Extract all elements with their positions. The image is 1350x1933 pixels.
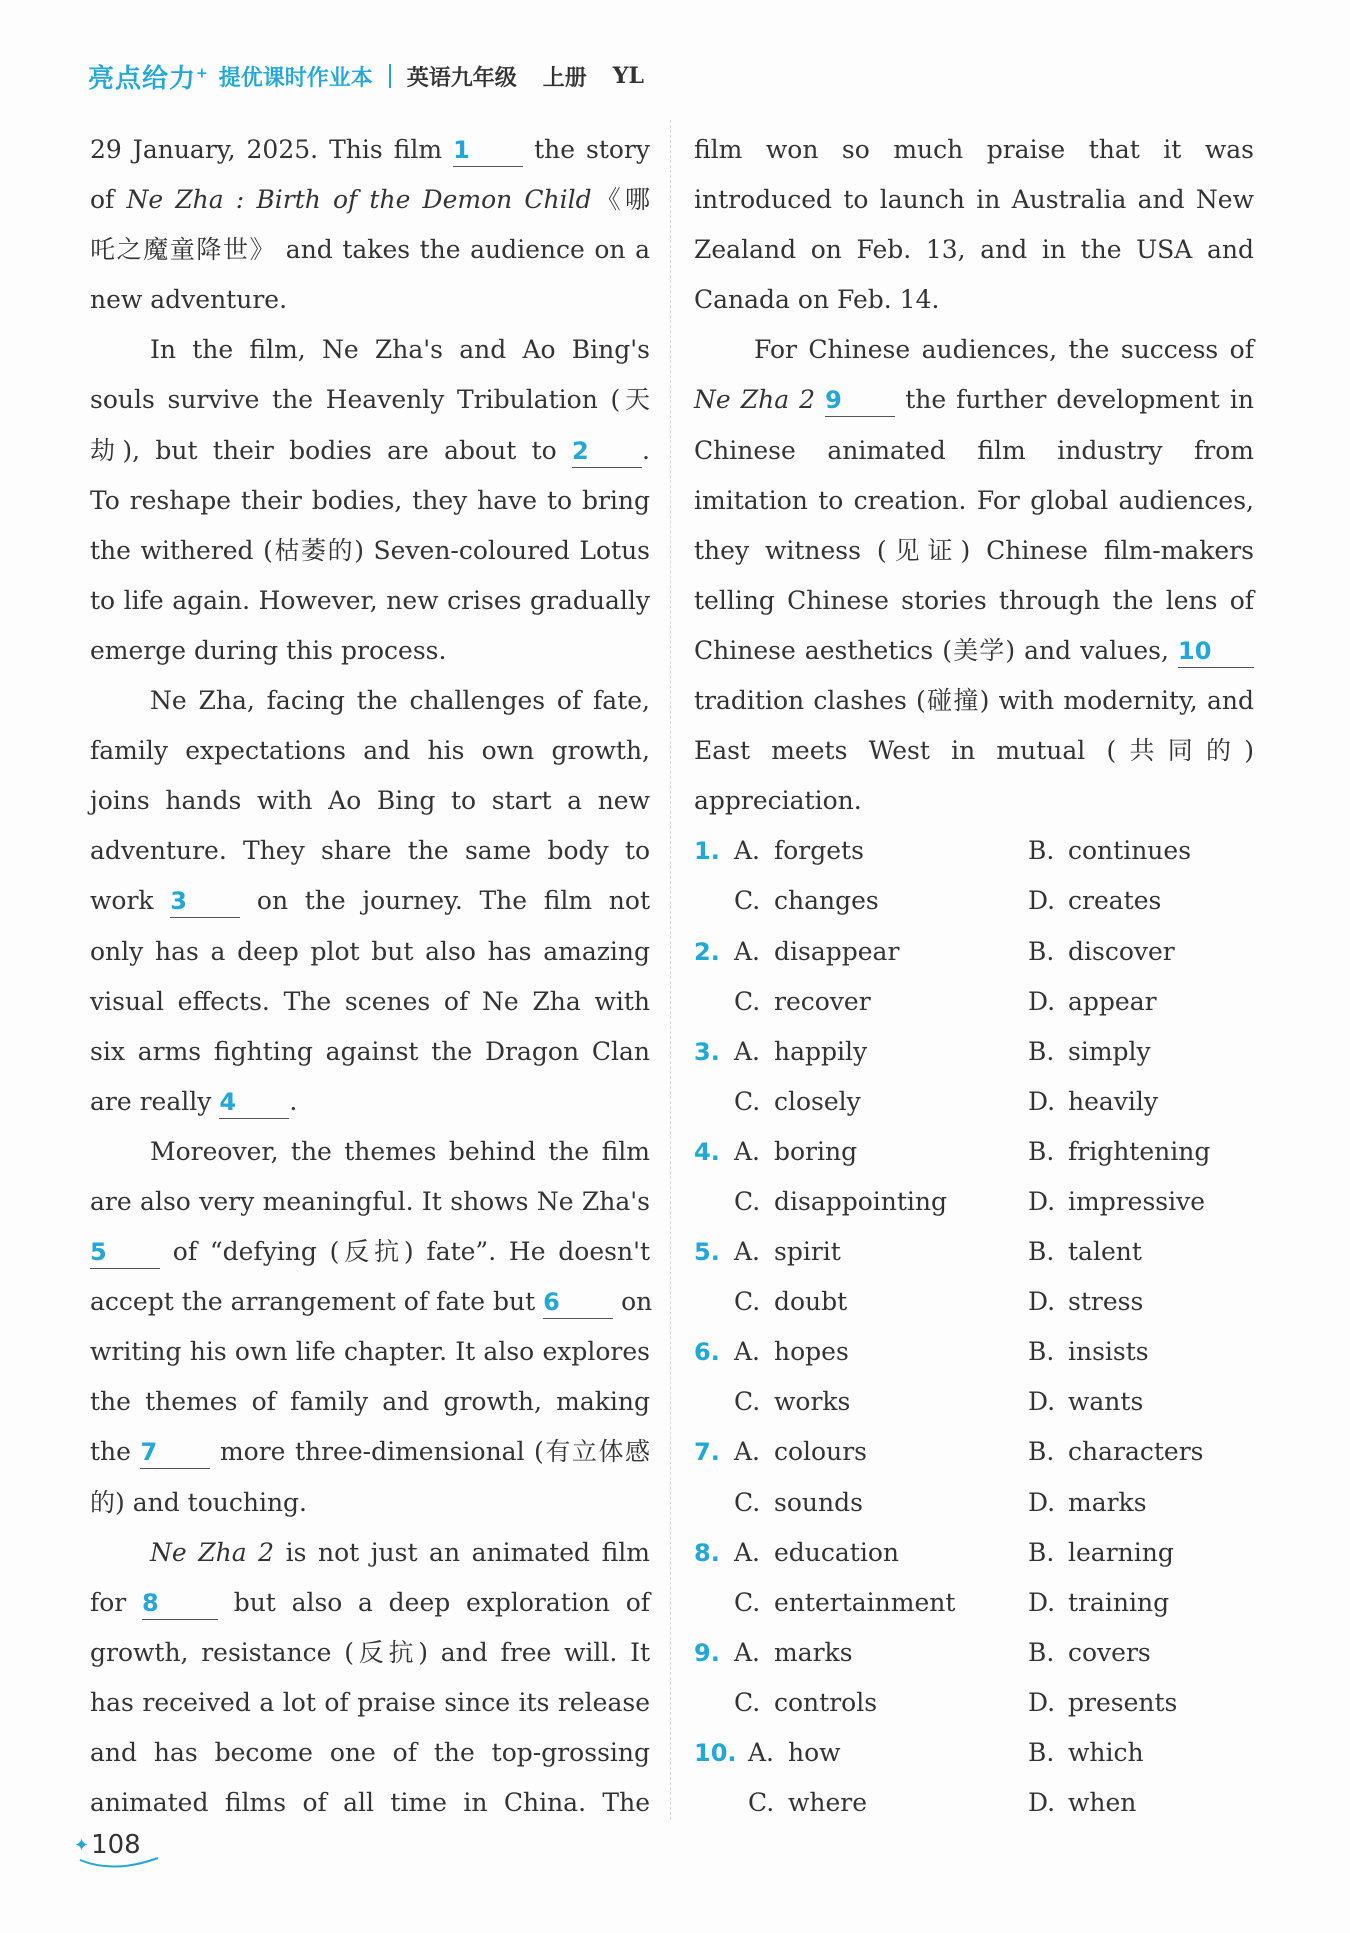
blank-7: 7 [140, 1436, 210, 1469]
question-row [694, 1628, 1254, 1678]
question-row [694, 1327, 1254, 1377]
volume-label: 上册 [542, 65, 587, 91]
blank-9: 9 [825, 384, 895, 417]
passage-line: tradition clashes (碰撞) with modernity, and [694, 686, 1254, 716]
blank-3: 3 [170, 885, 240, 918]
option-d: D. when [1028, 1788, 1137, 1818]
option-c: C. recover [734, 986, 871, 1016]
passage-line: of Ne Zha : Birth of the Demon Child《哪 [90, 185, 650, 215]
passage-line: imitation to creation. For global audiences, [694, 485, 1254, 515]
passage-line: emerge during this process. [90, 635, 447, 665]
passage-line: 的) and touching. [90, 1487, 308, 1517]
option-b: B. learning [1028, 1537, 1174, 1567]
passage-line: the 7 more three-dimensional (有立体感 [90, 1427, 650, 1477]
passage-line: for 8 but also a deep exploration of [90, 1578, 650, 1628]
option-a: A. hopes [734, 1337, 849, 1367]
option-a: A. marks [734, 1637, 853, 1667]
option-a: A. how [748, 1738, 841, 1767]
question-number: 1. [694, 837, 720, 866]
question-number: 5. [694, 1238, 720, 1267]
passage-line: Moreover, the themes behind the film [150, 1136, 650, 1166]
option-a: A. disappear [734, 936, 900, 966]
sparkle-icon: ✦ [74, 1834, 90, 1856]
blank-5: 5 [90, 1236, 160, 1269]
question-row [694, 927, 1254, 977]
question-row [694, 1778, 1254, 1828]
question-row [694, 1728, 1254, 1778]
passage-line: adventure. They share the same body to [90, 836, 650, 866]
option-b: B. talent [1028, 1237, 1142, 1267]
option-c: C. works [734, 1387, 851, 1417]
passage-line: family expectations and his own growth, [90, 736, 650, 766]
option-d: D. impressive [1028, 1186, 1206, 1216]
passage-line: souls survive the Heavenly Tribulation (天 [90, 385, 650, 415]
edition-label: YL [612, 63, 644, 89]
column-divider [670, 120, 671, 1820]
passage-line: animated films of all time in China. The [90, 1788, 650, 1818]
passage-line: introduced to launch in Australia and New [694, 185, 1254, 215]
header-divider [389, 64, 391, 88]
option-b: B. simply [1028, 1036, 1151, 1066]
blank-4: 4 [219, 1086, 289, 1119]
option-c: C. sounds [734, 1487, 863, 1517]
passage-line: For Chinese audiences, the success of [754, 335, 1254, 365]
option-d: D. wants [1028, 1387, 1144, 1417]
question-row [694, 1277, 1254, 1327]
passage-line: work 3 on the journey. The film not [90, 876, 650, 926]
passage-line: writing his own life chapter. It also explores [90, 1337, 650, 1367]
passage-line: 劫), but their bodies are about to 2 . [90, 426, 650, 476]
question-row [694, 977, 1254, 1027]
question-row [694, 1678, 1254, 1728]
passage-line: East meets West in mutual (共同的) [694, 736, 1254, 766]
passage-line: the themes of family and growth, making [90, 1387, 650, 1417]
book-series-title: 提优课时作业本 [218, 65, 373, 91]
option-b: B. covers [1028, 1637, 1151, 1667]
swoosh-decoration [74, 1852, 164, 1872]
passage-line: they witness (见证) Chinese film-makers [694, 535, 1254, 565]
blank-1: 1 [453, 134, 523, 167]
option-a: A. boring [734, 1136, 858, 1166]
blank-8: 8 [142, 1587, 218, 1620]
option-c: C. controls [734, 1687, 878, 1717]
passage-line: Canada on Feb. 14. [694, 285, 940, 315]
option-d: D. presents [1028, 1687, 1178, 1717]
question-number: 7. [694, 1438, 720, 1467]
film-title: Ne Zha 2 [150, 1537, 275, 1567]
passage-line: growth, resistance (反抗) and free will. It [90, 1637, 650, 1667]
option-c: C. disappointing [734, 1186, 948, 1216]
option-d: D. stress [1028, 1287, 1144, 1317]
option-a: A. happily [734, 1036, 868, 1066]
passage-line: To reshape their bodies, they have to bring [90, 485, 650, 515]
question-row [694, 1177, 1254, 1227]
film-title: Ne Zha : Birth of the Demon Child [126, 185, 592, 215]
passage-line: Ne Zha 2 9 the further development in [694, 375, 1254, 425]
question-number: 2. [694, 937, 720, 966]
question-row [694, 826, 1254, 876]
passage-line: only has a deep plot but also has amazing [90, 936, 650, 966]
question-row [694, 1427, 1254, 1477]
option-b: B. frightening [1028, 1136, 1211, 1166]
option-d: D. creates [1028, 886, 1162, 916]
option-c: C. where [748, 1788, 868, 1818]
option-b: B. insists [1028, 1337, 1149, 1367]
passage-line: to life again. However, new crises gradually [90, 585, 650, 615]
question-row [694, 1027, 1254, 1077]
question-row [694, 1077, 1254, 1127]
passage-line: Zealand on Feb. 13, and in the USA and [694, 235, 1254, 265]
question-row [694, 1578, 1254, 1628]
passage-line: Chinese animated film industry from [694, 435, 1254, 465]
passage-line: Ne Zha, facing the challenges of fate, [150, 686, 650, 716]
question-row [694, 876, 1254, 926]
passage-line: are also very meaningful. It shows Ne Zha's [90, 1186, 650, 1216]
passage-line: accept the arrangement of fate but 6 on [90, 1277, 650, 1327]
question-number: 8. [694, 1538, 720, 1567]
passage-line: joins hands with Ao Bing to start a new [90, 786, 650, 816]
passage-line: 29 January, 2025. This film 1 the story [90, 125, 650, 175]
option-d: D. appear [1028, 986, 1157, 1016]
option-c: C. changes [734, 886, 879, 916]
passage-line: Ne Zha 2 is not just an animated film [150, 1537, 650, 1567]
passage-right-column [694, 125, 1254, 1828]
option-b: B. discover [1028, 936, 1175, 966]
subject-grade: 英语九年级 [406, 65, 517, 91]
passage-line: six arms fighting against the Dragon Clan [90, 1036, 650, 1066]
option-c: C. closely [734, 1086, 861, 1116]
option-d: D. training [1028, 1587, 1170, 1617]
passage-line: film won so much praise that it was [694, 135, 1254, 164]
film-title: Ne Zha 2 [694, 385, 816, 415]
question-row [694, 1377, 1254, 1427]
passage-line: appreciation. [694, 786, 862, 816]
option-a: A. forgets [734, 836, 864, 866]
passage-line: new adventure. [90, 285, 288, 315]
passage-line: and has become one of the top-grossing [90, 1738, 650, 1767]
passage-line: In the film, Ne Zha's and Ao Bing's [150, 335, 650, 365]
passage-line: the withered (枯萎的) Seven-coloured Lotus [90, 535, 650, 565]
question-number: 10. [694, 1739, 737, 1767]
option-b: B. which [1028, 1738, 1144, 1767]
blank-6: 6 [543, 1286, 613, 1319]
option-a: A. spirit [734, 1237, 841, 1267]
question-number: 9. [694, 1638, 720, 1667]
passage-line: are really 4 . [90, 1077, 650, 1127]
blank-2: 2 [572, 435, 642, 468]
question-number: 6. [694, 1338, 720, 1367]
option-d: D. marks [1028, 1487, 1147, 1517]
option-b: B. characters [1028, 1437, 1204, 1467]
option-b: B. continues [1028, 836, 1192, 866]
passage-left-column [90, 125, 653, 1828]
question-row [694, 1227, 1254, 1277]
option-d: D. heavily [1028, 1086, 1159, 1116]
option-a: A. colours [734, 1437, 867, 1467]
passage-line: Chinese aesthetics (美学) and values, 10 [694, 626, 1254, 676]
option-a: A. education [734, 1537, 899, 1567]
passage-line: 吒之魔童降世》 and takes the audience on a [90, 235, 650, 265]
passage-line: has received a lot of praise since its release [90, 1687, 650, 1717]
option-c: C. entertainment [734, 1587, 956, 1617]
question-number: 4. [694, 1137, 720, 1166]
passage-line: telling Chinese stories through the lens of [694, 585, 1254, 615]
question-number: 3. [694, 1037, 720, 1066]
question-list [694, 826, 1254, 1828]
question-row [694, 1478, 1254, 1528]
brand-logo: 亮点给力+ [88, 63, 209, 94]
question-row [694, 1127, 1254, 1177]
blank-10: 10 [1178, 635, 1254, 668]
page-number: ✦ 108 [74, 1830, 141, 1860]
passage-line: visual effects. The scenes of Ne Zha with [90, 986, 650, 1016]
page-header [88, 56, 670, 96]
passage-line: 5 of “defying (反抗) fate”. He doesn't [90, 1227, 650, 1277]
option-c: C. doubt [734, 1287, 848, 1317]
question-row [694, 1528, 1254, 1578]
